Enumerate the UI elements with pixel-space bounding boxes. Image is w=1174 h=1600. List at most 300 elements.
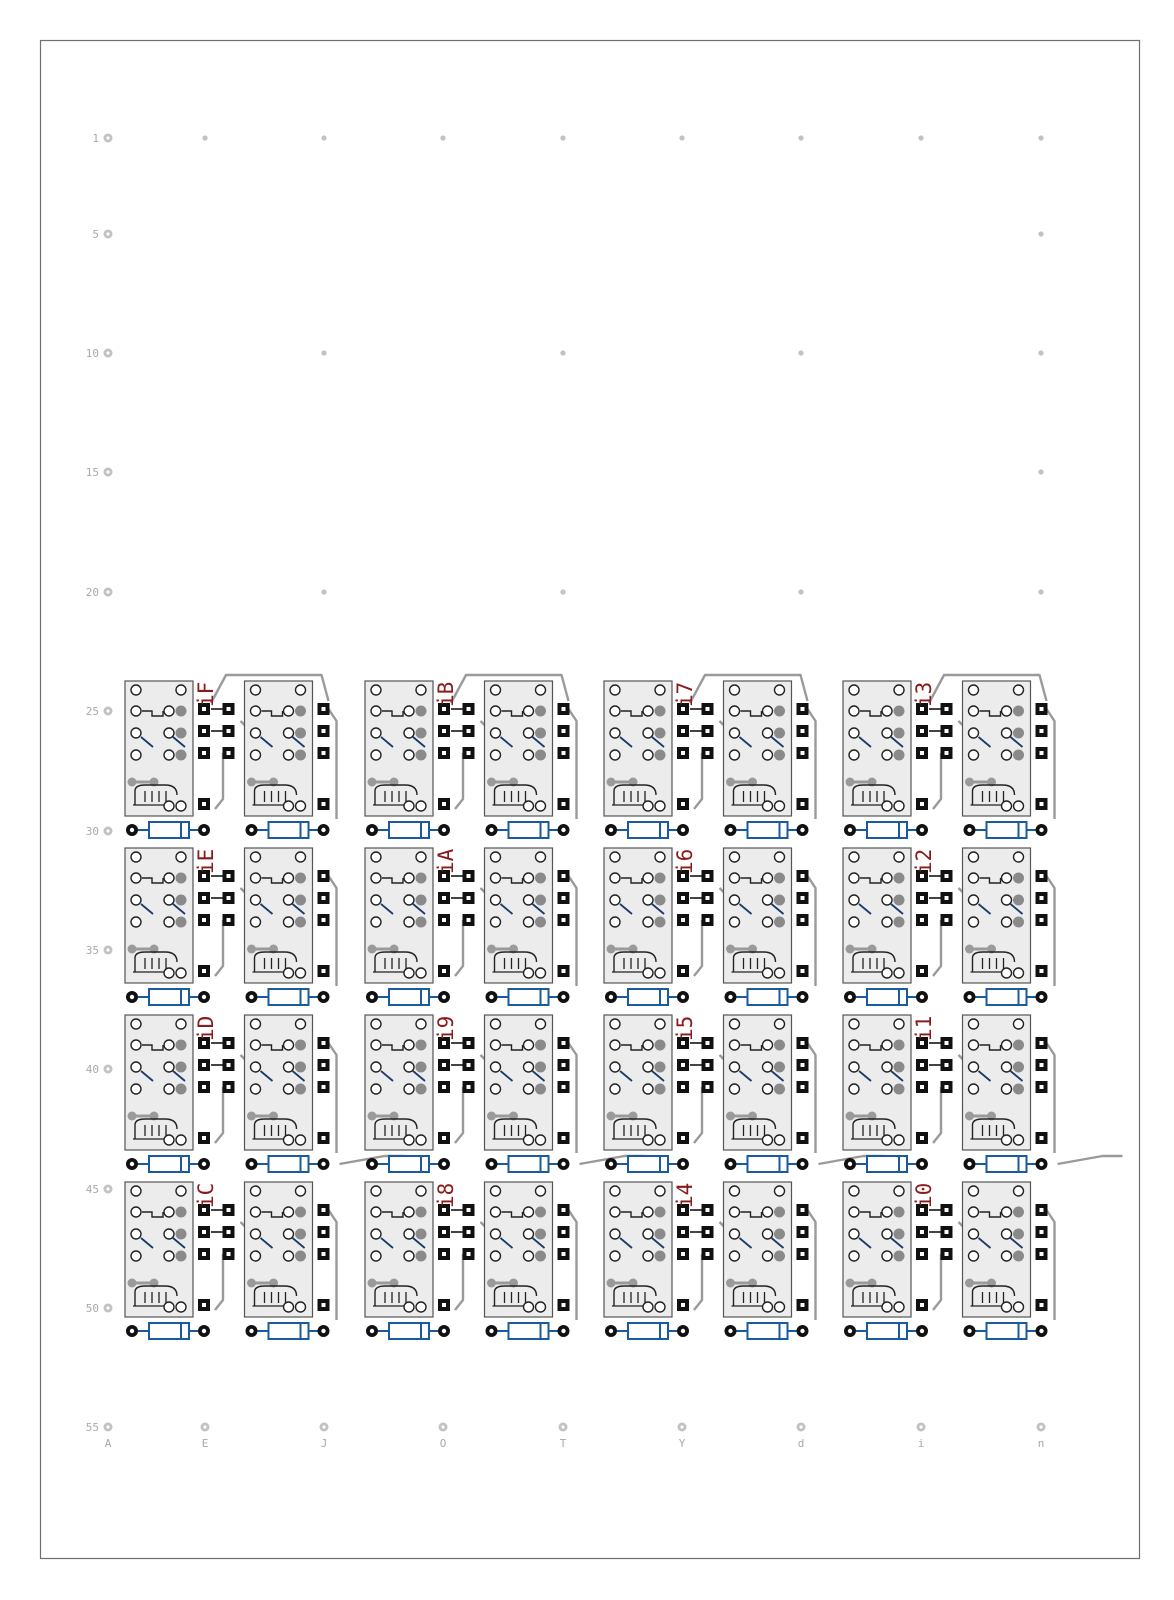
relay-contact: [882, 728, 892, 738]
relay-contact: [164, 1084, 174, 1094]
pad-hole: [1039, 828, 1043, 832]
relay-contact: [164, 1302, 174, 1312]
pad-hole: [728, 828, 732, 832]
pad-hole: [681, 918, 685, 922]
grid-dot: [1038, 469, 1043, 474]
pad-hole: [706, 1063, 710, 1067]
pad-hole: [130, 1329, 134, 1333]
header-pads: [463, 1037, 475, 1093]
relay-contact: [1014, 968, 1024, 978]
grid-marker-hole: [106, 470, 109, 473]
pad-hole: [1040, 969, 1044, 973]
diode-body: [269, 989, 309, 1005]
pad-hole: [945, 1085, 949, 1089]
pad-hole: [227, 1252, 231, 1256]
relay-contact: [164, 1135, 174, 1145]
header-pads: [223, 1037, 235, 1093]
pad-hole: [609, 1329, 613, 1333]
pad-hole: [249, 1329, 253, 1333]
pad-hole: [322, 1041, 326, 1045]
pad-hole: [370, 1329, 374, 1333]
relay-contact: [296, 1135, 306, 1145]
relay-contact: [284, 728, 294, 738]
relay-contact: [1014, 1302, 1024, 1312]
relay-contact-active: [295, 1229, 306, 1240]
relay-contact: [131, 873, 141, 883]
relay-contact: [284, 750, 294, 760]
relay-contact: [1002, 895, 1012, 905]
relay-contact: [643, 895, 653, 905]
pad-hole: [848, 1329, 852, 1333]
relay-contact: [284, 968, 294, 978]
relay-contact-active: [295, 1084, 306, 1095]
relay-contact: [849, 685, 859, 695]
relay-contact-active: [655, 1040, 666, 1051]
relay-contact-active: [176, 1084, 187, 1095]
relay-contact: [284, 1207, 294, 1217]
relay-contact: [404, 895, 414, 905]
relay-contact: [969, 1062, 979, 1072]
relay-contact: [491, 1084, 501, 1094]
pad-hole: [322, 874, 326, 878]
pad-hole: [801, 802, 805, 806]
pad-hole: [322, 751, 326, 755]
relay-contact: [131, 895, 141, 905]
relay-contact-active: [535, 1040, 546, 1051]
relay-label: iD: [194, 1015, 218, 1041]
pad-hole: [681, 828, 685, 832]
grid-marker-hole: [106, 1067, 109, 1070]
relay-contact: [371, 852, 381, 862]
pad-hole: [920, 969, 924, 973]
relay-contact: [643, 728, 653, 738]
pad-hole: [706, 1041, 710, 1045]
grid-marker-hole: [561, 1425, 564, 1428]
relay-contact: [849, 706, 859, 716]
pad-hole: [322, 1252, 326, 1256]
diode-body: [628, 989, 668, 1005]
relay-contact: [164, 968, 174, 978]
relay-contact: [164, 1040, 174, 1050]
relay-contact: [251, 1040, 261, 1050]
pad-hole: [681, 995, 685, 999]
relay-contact-active: [535, 706, 546, 717]
relay-contact: [763, 1084, 773, 1094]
pad-hole: [202, 1085, 206, 1089]
relay-contact: [416, 801, 426, 811]
diode-body: [867, 1323, 907, 1339]
relay-contact-active: [176, 895, 187, 906]
pad-hole: [561, 995, 565, 999]
relay-contact: [849, 1040, 859, 1050]
pad-hole: [920, 995, 924, 999]
diode-body: [867, 1156, 907, 1172]
pad-hole: [202, 995, 206, 999]
relay-contact: [371, 917, 381, 927]
relay-contact: [610, 1186, 620, 1196]
relay-contact: [730, 706, 740, 716]
relay-contact-active: [416, 1251, 427, 1262]
grid-marker-hole: [106, 136, 109, 139]
column-label: i: [917, 1437, 925, 1450]
relay-contact: [849, 1207, 859, 1217]
pad-hole: [920, 1303, 924, 1307]
pad-hole: [1040, 1041, 1044, 1045]
relay-contact: [296, 1186, 306, 1196]
row-label: 40: [85, 1063, 99, 1076]
pad-hole: [1040, 751, 1044, 755]
relay-contact: [524, 873, 534, 883]
relay-label: i3: [912, 681, 936, 707]
relay-contact: [296, 801, 306, 811]
relay-contact: [131, 728, 141, 738]
pad-hole: [681, 969, 685, 973]
pad-hole: [1040, 1085, 1044, 1089]
relay-contact: [164, 728, 174, 738]
pad-hole: [1040, 1208, 1044, 1212]
pad-hole: [945, 1208, 949, 1212]
relay-contact: [1002, 801, 1012, 811]
relay-contact: [524, 1251, 534, 1261]
pad-hole: [227, 1230, 231, 1234]
relay-contact-active: [535, 1207, 546, 1218]
relay-contact-active: [655, 873, 666, 884]
pad-hole: [467, 729, 471, 733]
relay-contact: [1014, 1186, 1024, 1196]
relay-contact: [491, 873, 501, 883]
relay-contact-active: [416, 895, 427, 906]
relay-contact-active: [535, 873, 546, 884]
relay-contact: [643, 1084, 653, 1094]
relay-contact: [371, 1040, 381, 1050]
pad-hole: [562, 1208, 566, 1212]
relay-contact-active: [774, 895, 785, 906]
relay-contact: [849, 1019, 859, 1029]
relay-contact: [404, 1062, 414, 1072]
relay-contact: [131, 1084, 141, 1094]
relay-contact: [763, 728, 773, 738]
pad-hole: [467, 751, 471, 755]
relay-contact: [1002, 1084, 1012, 1094]
pad-hole: [202, 802, 206, 806]
diode-body: [748, 822, 788, 838]
pad-hole: [442, 1063, 446, 1067]
relay-contact: [131, 1229, 141, 1239]
pad-hole: [848, 828, 852, 832]
pad-hole: [321, 1329, 325, 1333]
relay-contact: [730, 895, 740, 905]
relay-contact: [969, 873, 979, 883]
relay-contact-active: [1013, 750, 1024, 761]
pad-hole: [442, 1329, 446, 1333]
relay-contact: [849, 895, 859, 905]
relay-contact: [524, 1302, 534, 1312]
relay-contact: [491, 895, 501, 905]
relay-contact: [610, 685, 620, 695]
pad-hole: [801, 729, 805, 733]
pad-hole: [728, 1329, 732, 1333]
relay-contact: [1014, 1135, 1024, 1145]
relay-contact: [849, 1084, 859, 1094]
relay-contact: [491, 685, 501, 695]
relay-contact: [251, 1062, 261, 1072]
pad-hole: [920, 1329, 924, 1333]
pad-hole: [945, 1252, 949, 1256]
pad-hole: [1039, 1162, 1043, 1166]
grid-dot: [321, 589, 326, 594]
relay-contact: [655, 968, 665, 978]
pad-hole: [442, 802, 446, 806]
relay-contact: [176, 968, 186, 978]
relay-contact: [524, 1084, 534, 1094]
relay-contact: [969, 750, 979, 760]
grid-marker-hole: [106, 1425, 109, 1428]
relay-contact: [849, 728, 859, 738]
relay-contact-active: [1013, 728, 1024, 739]
relay-contact: [416, 1186, 426, 1196]
relay-contact: [371, 1084, 381, 1094]
relay-contact: [251, 1019, 261, 1029]
grid-dot: [1038, 350, 1043, 355]
relay-contact: [969, 895, 979, 905]
pad-hole: [945, 918, 949, 922]
relay-contact-active: [416, 917, 427, 928]
relay-contact: [643, 1207, 653, 1217]
pad-hole: [467, 1085, 471, 1089]
relay-contact-active: [655, 1207, 666, 1218]
pad-hole: [920, 896, 924, 900]
relay-contact: [131, 1062, 141, 1072]
pad-hole: [249, 995, 253, 999]
relay-contact: [655, 1186, 665, 1196]
relay-contact: [524, 801, 534, 811]
pad-hole: [706, 707, 710, 711]
relay-contact-active: [176, 1207, 187, 1218]
relay-contact-active: [1013, 873, 1024, 884]
relay-contact-active: [176, 1040, 187, 1051]
pad-hole: [681, 1162, 685, 1166]
relay-contact: [131, 1207, 141, 1217]
diode-body: [867, 822, 907, 838]
pad-hole: [322, 1303, 326, 1307]
pad-hole: [920, 751, 924, 755]
relay-contact: [610, 1062, 620, 1072]
relay-label: i8: [434, 1182, 458, 1208]
relay-contact: [849, 873, 859, 883]
grid-dot: [918, 135, 923, 140]
relay-contact: [763, 873, 773, 883]
pad-hole: [1040, 918, 1044, 922]
pad-hole: [467, 918, 471, 922]
pad-hole: [467, 874, 471, 878]
relay-contact: [969, 1084, 979, 1094]
diode-body: [149, 989, 189, 1005]
pad-hole: [322, 896, 326, 900]
relay-contact: [131, 706, 141, 716]
relay-contact: [730, 917, 740, 927]
relay-label: i6: [673, 848, 697, 874]
relay-contact: [251, 873, 261, 883]
relay-contact-active: [1013, 706, 1024, 717]
grid-dot: [321, 350, 326, 355]
header-pads: [702, 1204, 714, 1260]
column-label: Y: [678, 1437, 686, 1450]
relay-contact: [882, 873, 892, 883]
relay-contact: [371, 685, 381, 695]
pad-hole: [562, 874, 566, 878]
header-pads: [941, 1037, 953, 1093]
relay-contact: [251, 917, 261, 927]
pad-hole: [967, 1329, 971, 1333]
grid-marker-hole: [106, 709, 109, 712]
pad-hole: [1040, 1303, 1044, 1307]
pad-hole: [681, 729, 685, 733]
diode-body: [389, 1156, 429, 1172]
grid-dot: [798, 350, 803, 355]
relay-contact: [524, 706, 534, 716]
row-label: 30: [85, 825, 99, 838]
relay-contact: [524, 917, 534, 927]
relay-contact-active: [176, 917, 187, 928]
pad-hole: [227, 729, 231, 733]
pad-hole: [681, 1329, 685, 1333]
relay-contact-active: [774, 1251, 785, 1262]
pad-hole: [967, 1162, 971, 1166]
pad-hole: [202, 828, 206, 832]
relay-contact: [849, 852, 859, 862]
relay-contact-active: [535, 917, 546, 928]
relay-contact: [491, 917, 501, 927]
relay-contact: [164, 706, 174, 716]
pad-hole: [467, 1230, 471, 1234]
pad-hole: [489, 1329, 493, 1333]
pad-hole: [249, 1162, 253, 1166]
relay-contact: [1014, 685, 1024, 695]
relay-contact: [882, 917, 892, 927]
relay-contact: [404, 801, 414, 811]
pad-hole: [202, 1303, 206, 1307]
relay-contact: [404, 750, 414, 760]
pad-hole: [202, 1136, 206, 1140]
relay-contact: [524, 728, 534, 738]
relay-contact: [251, 750, 261, 760]
relay-contact-active: [1013, 917, 1024, 928]
relay-contact: [643, 873, 653, 883]
relay-contact-active: [894, 873, 905, 884]
relay-contact: [404, 917, 414, 927]
relay-contact: [730, 728, 740, 738]
relay-contact: [969, 852, 979, 862]
relay-contact: [404, 1302, 414, 1312]
pad-hole: [967, 995, 971, 999]
pad-hole: [920, 918, 924, 922]
relay-contact: [131, 917, 141, 927]
pad-hole: [321, 828, 325, 832]
relay-contact: [655, 1135, 665, 1145]
pad-hole: [920, 1063, 924, 1067]
row-label: 55: [85, 1421, 99, 1434]
pad-hole: [801, 1303, 805, 1307]
pad-hole: [681, 1230, 685, 1234]
header-pads: [941, 703, 953, 759]
header-pads: [702, 703, 714, 759]
pad-hole: [322, 1136, 326, 1140]
relay-contact: [655, 852, 665, 862]
relay-contact-active: [1013, 895, 1024, 906]
relay-contact: [1002, 1302, 1012, 1312]
relay-contact: [251, 1207, 261, 1217]
relay-contact: [164, 801, 174, 811]
relay-contact: [610, 706, 620, 716]
pad-hole: [801, 1208, 805, 1212]
relay-contact-active: [535, 728, 546, 739]
grid-marker-hole: [106, 1306, 109, 1309]
relay-contact-active: [894, 1207, 905, 1218]
relay-contact: [969, 728, 979, 738]
pad-hole: [800, 1162, 804, 1166]
relay-contact: [969, 1186, 979, 1196]
pad-hole: [801, 751, 805, 755]
relay-contact: [1002, 1062, 1012, 1072]
relay-contact-active: [176, 750, 187, 761]
relay-contact: [491, 852, 501, 862]
pad-hole: [920, 1230, 924, 1234]
relay-contact: [284, 801, 294, 811]
pad-hole: [562, 1252, 566, 1256]
relay-contact-active: [176, 1062, 187, 1073]
relay-contact: [251, 1229, 261, 1239]
header-pads: [463, 1204, 475, 1260]
relay-contact: [894, 1019, 904, 1029]
relay-contact: [610, 852, 620, 862]
pad-hole: [1039, 995, 1043, 999]
relay-contact-active: [774, 706, 785, 717]
relay-contact-active: [416, 1084, 427, 1095]
relay-contact-active: [535, 1229, 546, 1240]
relay-contact-active: [894, 728, 905, 739]
pad-hole: [801, 874, 805, 878]
relay-contact: [655, 1302, 665, 1312]
relay-contact: [524, 1062, 534, 1072]
relay-contact: [536, 968, 546, 978]
pad-hole: [609, 995, 613, 999]
relay-contact: [655, 685, 665, 695]
relay-contact-active: [894, 1251, 905, 1262]
relay-contact: [894, 685, 904, 695]
pad-hole: [945, 707, 949, 711]
relay-contact: [491, 1019, 501, 1029]
pad-hole: [728, 995, 732, 999]
pad-hole: [920, 729, 924, 733]
header-pads: [463, 703, 475, 759]
grid-marker-hole: [106, 948, 109, 951]
row-label: 15: [85, 466, 99, 479]
relay-contact: [969, 1251, 979, 1261]
relay-contact: [416, 852, 426, 862]
relay-contact-active: [655, 917, 666, 928]
relay-contact: [763, 1135, 773, 1145]
pad-hole: [1040, 1136, 1044, 1140]
pad-hole: [467, 707, 471, 711]
pad-hole: [920, 828, 924, 832]
column-label: d: [797, 1437, 805, 1450]
relay-contact: [969, 1229, 979, 1239]
relay-contact-active: [1013, 1084, 1024, 1095]
relay-contact: [404, 1251, 414, 1261]
relay-contact-active: [176, 728, 187, 739]
relay-label: i7: [673, 681, 697, 707]
pad-hole: [467, 1041, 471, 1045]
